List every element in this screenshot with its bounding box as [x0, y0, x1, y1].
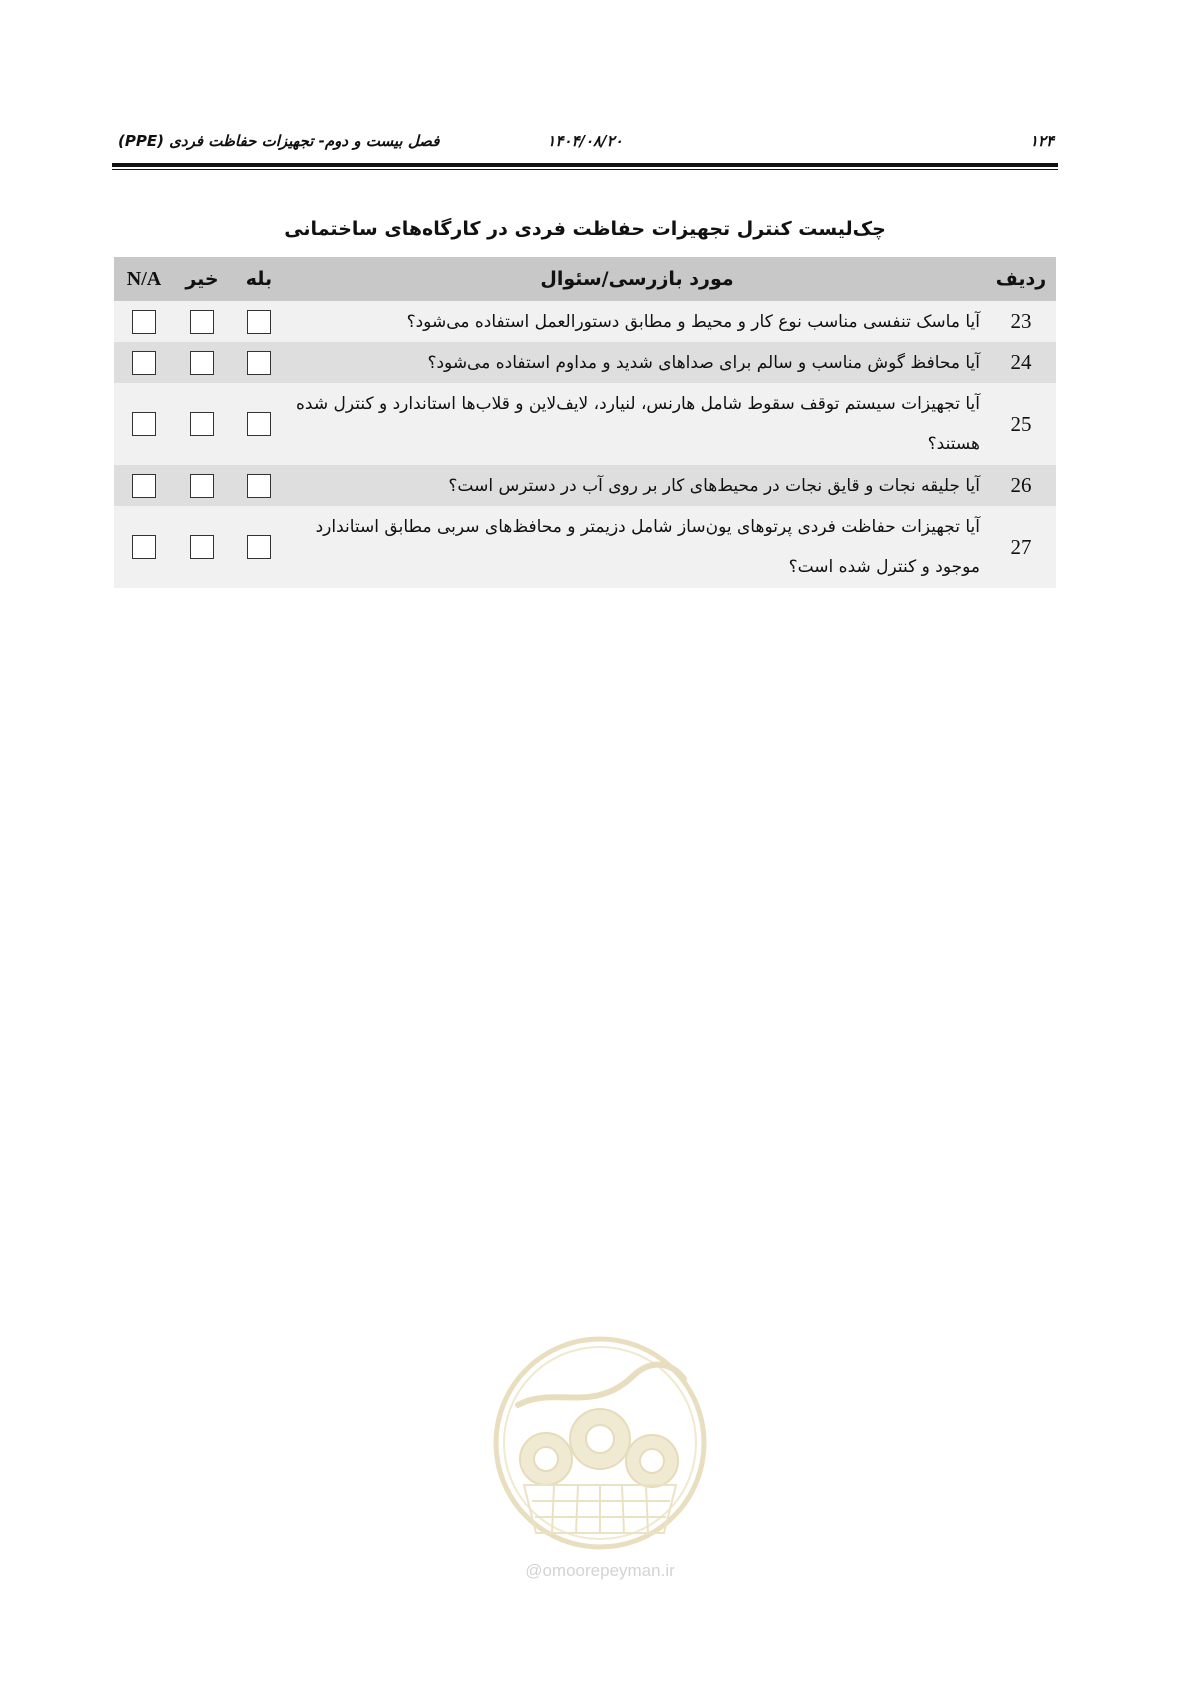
header-divider — [112, 163, 1058, 167]
yes-checkbox[interactable] — [247, 310, 271, 334]
row-number: 26 — [1010, 473, 1032, 497]
row-question: آیا تجهیزات حفاظت فردی پرتوهای یون‌ساز شامل دزیمتر و محافظ‌های سربی مطابق استاندارد موجود و کنترل شده است؟ — [315, 517, 980, 577]
yes-checkbox[interactable] — [247, 412, 271, 436]
header-yes: بله — [245, 268, 273, 290]
table-row — [114, 465, 1056, 506]
no-checkbox[interactable] — [190, 412, 214, 436]
page-header — [112, 128, 1058, 154]
na-checkbox[interactable] — [132, 310, 156, 334]
table-header-row — [114, 257, 1056, 301]
header-divider-thin — [112, 169, 1058, 170]
table-row — [114, 506, 1056, 588]
watermark-logo — [484, 1335, 716, 1557]
table-row — [114, 383, 1056, 465]
no-checkbox[interactable] — [190, 535, 214, 559]
header-na: N/A — [126, 267, 162, 290]
row-question: آیا محافظ گوش مناسب و سالم برای صداهای شدید و مداوم استفاده می‌شود؟ — [427, 352, 980, 373]
row-question: آیا تجهیزات سیستم توقف سقوط شامل هارنس، لنیارد، لایف‌لاین و قلاب‌ها استاندارد و کنترل شده هستند؟ — [296, 394, 980, 454]
na-checkbox[interactable] — [132, 351, 156, 375]
header-no: خیر — [185, 268, 219, 290]
header-date: ۱۴۰۴/۰۸/۲۰ — [547, 132, 623, 150]
table-row — [114, 342, 1056, 383]
na-checkbox[interactable] — [132, 412, 156, 436]
row-number: 24 — [1010, 350, 1032, 374]
na-checkbox[interactable] — [132, 474, 156, 498]
row-number: 23 — [1010, 309, 1032, 333]
no-checkbox[interactable] — [190, 310, 214, 334]
checklist-table — [114, 257, 1056, 588]
row-number: 27 — [1010, 534, 1032, 559]
table-row — [114, 301, 1056, 342]
row-question: آیا ماسک تنفسی مناسب نوع کار و محیط و مطابق دستورالعمل استفاده می‌شود؟ — [406, 311, 980, 332]
watermark — [484, 1335, 716, 1585]
header-question: مورد بازرسی/سئوال — [540, 268, 734, 290]
na-checkbox[interactable] — [132, 535, 156, 559]
no-checkbox[interactable] — [190, 474, 214, 498]
header-row-number: ردیف — [995, 268, 1047, 290]
row-number: 25 — [1010, 411, 1032, 436]
chapter-title: فصل بیست و دوم- تجهیزات حفاظت فردی (PPE) — [118, 132, 440, 150]
watermark-caption: @omoorepeyman.ir — [525, 1561, 675, 1580]
yes-checkbox[interactable] — [247, 474, 271, 498]
no-checkbox[interactable] — [190, 351, 214, 375]
row-question: آیا جلیقه نجات و قایق نجات در محیط‌های کار بر روی آب در دسترس است؟ — [448, 475, 980, 496]
page-number: ۱۲۴ — [1029, 132, 1054, 150]
checklist-title: چک‌لیست کنترل تجهیزات حفاظت فردی در کارگاه‌های ساختمانی — [284, 218, 886, 240]
yes-checkbox[interactable] — [247, 351, 271, 375]
yes-checkbox[interactable] — [247, 535, 271, 559]
